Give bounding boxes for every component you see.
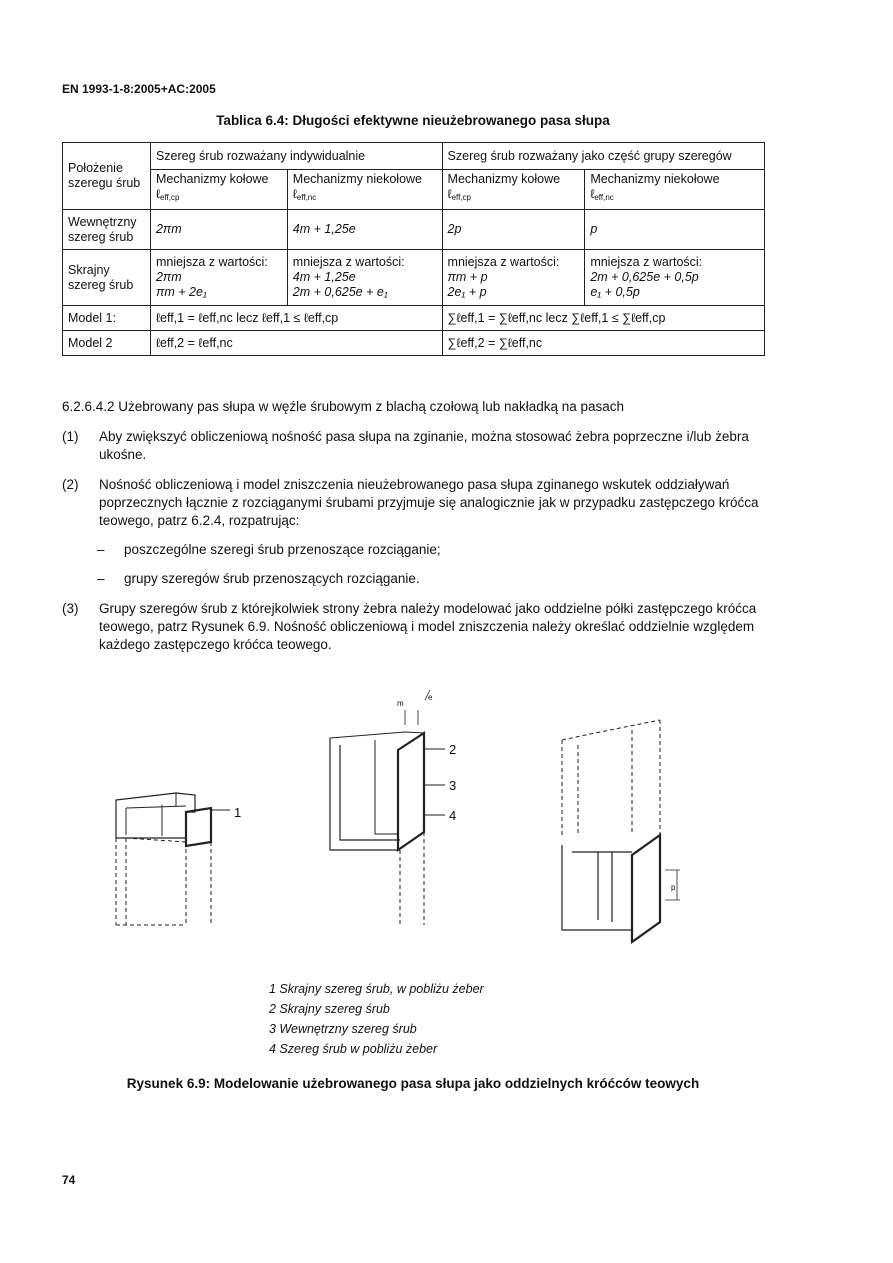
model1-label: Model 1: — [63, 306, 151, 331]
callout-4: 4 — [449, 808, 457, 823]
legend-item-2: 2 Skrajny szereg śrub — [269, 1002, 390, 1016]
group-as-part-header: Szereg śrub rozważany jako część grupy szeregów — [442, 143, 764, 170]
dim-p-label: p — [671, 883, 676, 892]
end-grp-circ: mniejsza z wartości: πm + p 2e₁ + p — [442, 250, 585, 306]
legend-item-4: 4 Szereg śrub w pobliżu żeber — [269, 1042, 438, 1056]
end-ind-circ: mniejsza z wartości: 2πm πm + 2e₁ — [150, 250, 287, 306]
inner-grp-circ: 2p — [442, 210, 585, 250]
row-header-cell: Położenie szeregu śrub — [63, 143, 151, 210]
model1-grp: ∑ℓeff,1 = ∑ℓeff,nc lecz ∑ℓeff,1 ≤ ∑ℓeff,cp — [442, 306, 764, 331]
left-column-drawing — [116, 793, 230, 925]
inner-row-label: Wewnętrzny szereg śrub — [63, 210, 151, 250]
model1-ind: ℓeff,1 = ℓeff,nc lecz ℓeff,1 ≤ ℓeff,cp — [150, 306, 442, 331]
group-individual-header: Szereg śrub rozważany indywidualnie — [150, 143, 442, 170]
mech-noncircular-header-2: Mechanizmy niekołowe ℓ$_{eff,nc}$ — [585, 170, 765, 210]
page-number: 74 — [62, 1173, 76, 1187]
callout-1: 1 — [234, 805, 242, 820]
table-caption: Tablica 6.4: Długości efektywne nieużebrowanego pasa słupa — [216, 113, 610, 128]
inner-ind-circ: 2πm — [150, 210, 287, 250]
legend-item-3: 3 Wewnętrzny szereg śrub — [269, 1022, 417, 1036]
model2-ind: ℓeff,2 = ℓeff,nc — [150, 331, 442, 356]
mech-noncircular-header-1: Mechanizmy niekołowe ℓ$_{eff,nc}$ — [287, 170, 442, 210]
model2-label: Model 2 — [63, 331, 151, 356]
dim-e-label: e — [428, 693, 433, 702]
callout-3: 3 — [449, 778, 457, 793]
effective-lengths-table — [62, 142, 765, 356]
mech-circular-header-2: Mechanizmy kołowe ℓ$_{eff,cp}$ — [442, 170, 585, 210]
end-grp-nc: mniejsza z wartości: 2m + 0,625e + 0,5p e₁ + 0,5p — [585, 250, 765, 306]
section-title: 6.2.6.4.2 Użebrowany pas słupa w węźle śrubowym z blachą czołową lub nakładką na pasach — [62, 399, 625, 414]
middle-column-drawing — [330, 690, 445, 925]
inner-ind-nc: 4m + 1,25e — [287, 210, 442, 250]
figure-6-9 — [100, 685, 680, 950]
dim-m-label: m — [397, 699, 404, 708]
figure-caption: Rysunek 6.9: Modelowanie użebrowanego pasa słupa jako oddzielnych króćców teowych — [126, 1076, 700, 1091]
model2-grp: ∑ℓeff,2 = ∑ℓeff,nc — [442, 331, 764, 356]
legend-item-1: 1 Skrajny szereg śrub, w pobliżu żeber — [269, 982, 484, 996]
inner-grp-nc: p — [585, 210, 765, 250]
end-row-label: Skrajny szereg śrub — [63, 250, 151, 306]
document-header: EN 1993-1-8:2005+AC:2005 — [62, 82, 216, 96]
right-column-drawing — [562, 720, 680, 942]
mech-circular-header-1: Mechanizmy kołowe ℓ$_{eff,cp}$ — [150, 170, 287, 210]
callout-2: 2 — [449, 742, 457, 757]
end-ind-nc: mniejsza z wartości: 4m + 1,25e 2m + 0,625e + e₁ — [287, 250, 442, 306]
